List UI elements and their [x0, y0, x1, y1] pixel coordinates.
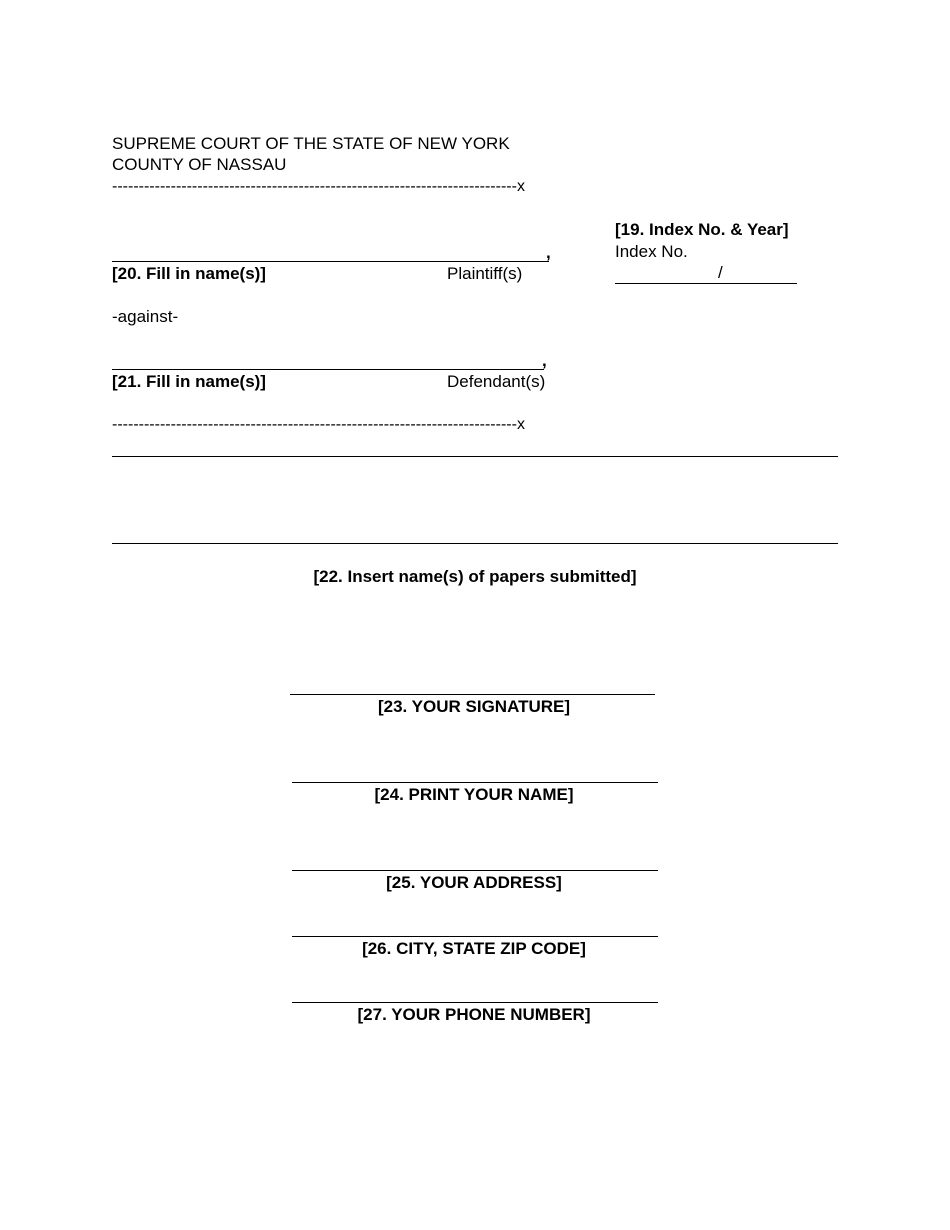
plaintiff-name-line: [112, 261, 549, 262]
address-line: [292, 870, 658, 871]
city-state-zip-line: [292, 936, 658, 937]
signature-line: [290, 694, 655, 695]
city-state-zip-label: [26. CITY, STATE ZIP CODE]: [362, 939, 586, 958]
index-year-slash: /: [718, 263, 723, 282]
index-label: [19. Index No. & Year]: [615, 220, 789, 239]
plaintiff-role: Plaintiff(s): [447, 264, 523, 283]
print-name-line: [292, 782, 658, 783]
defendant-name-line: [112, 369, 544, 370]
index-text: Index No.: [615, 242, 688, 261]
court-name: SUPREME COURT OF THE STATE OF NEW YORK: [112, 134, 510, 153]
print-name-label: [24. PRINT YOUR NAME]: [374, 785, 574, 804]
plaintiff-comma: ,: [546, 243, 551, 262]
plaintiff-name-label: [20. Fill in name(s)]: [112, 264, 266, 283]
papers-submitted-label: [22. Insert name(s) of papers submitted]: [313, 567, 637, 586]
address-label: [25. YOUR ADDRESS]: [386, 873, 562, 892]
papers-box-top-rule: [112, 456, 838, 457]
county-name: COUNTY OF NASSAU: [112, 155, 287, 174]
defendant-role: Defendant(s): [447, 372, 546, 391]
against-text: -against-: [112, 307, 179, 326]
papers-box-bottom-rule: [112, 543, 838, 544]
index-number-line: [615, 283, 797, 284]
signature-label: [23. YOUR SIGNATURE]: [377, 697, 571, 716]
caption-divider-top: ----------------------------------------------------------------------------x: [112, 178, 525, 195]
phone-label: [27. YOUR PHONE NUMBER]: [357, 1005, 591, 1024]
caption-divider-bottom: ----------------------------------------------------------------------------x: [112, 416, 525, 433]
phone-line: [292, 1002, 658, 1003]
defendant-comma: ,: [542, 351, 547, 370]
defendant-name-label: [21. Fill in name(s)]: [112, 372, 266, 391]
